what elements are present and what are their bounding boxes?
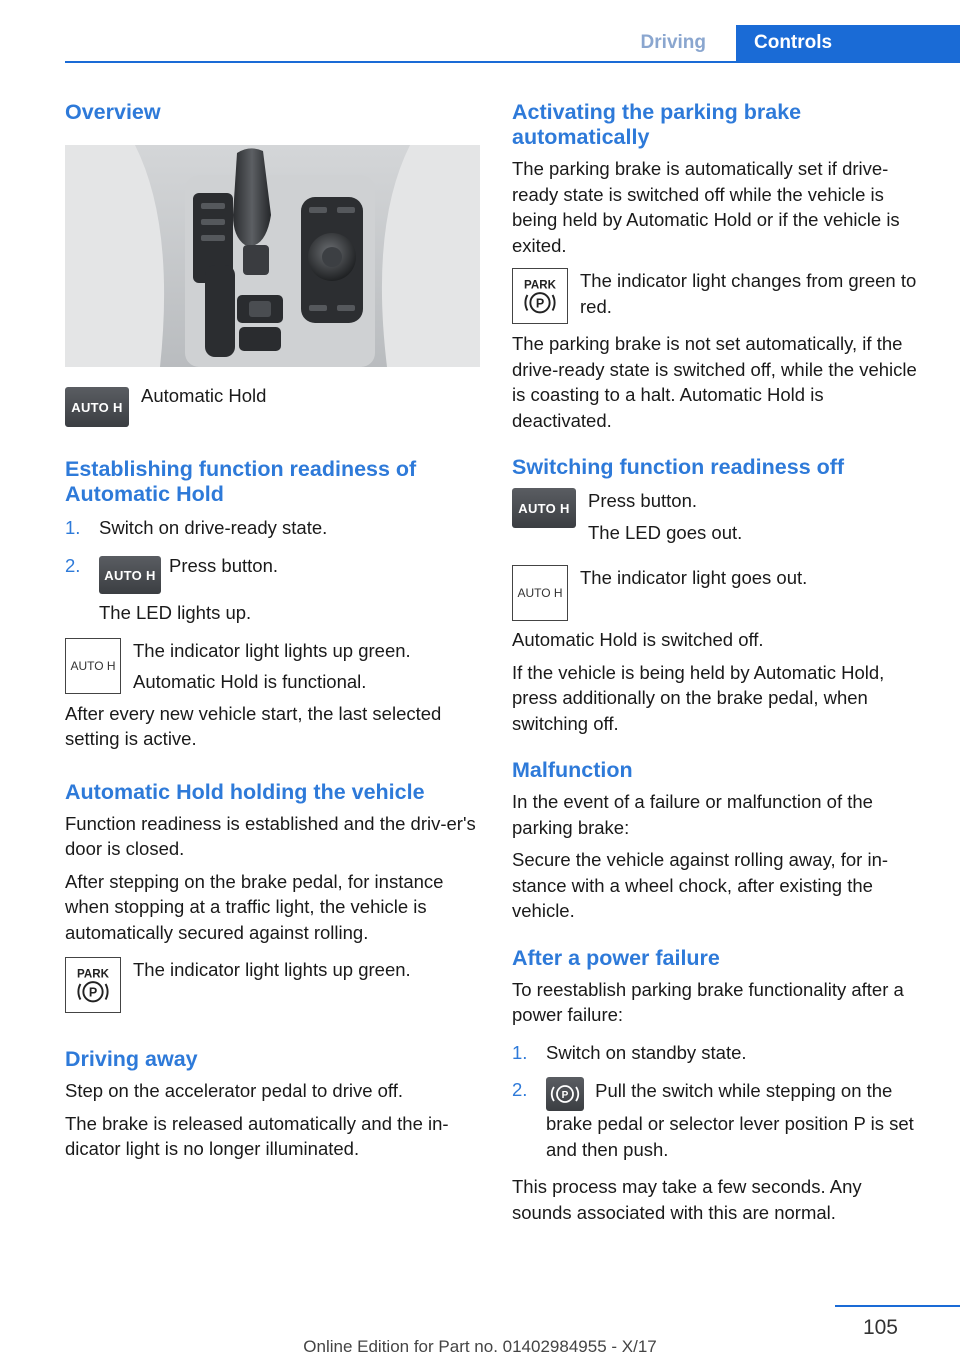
footer-rule bbox=[835, 1305, 960, 1307]
park-red-indicator-block: PARK P The indicator light changes from green to red. bbox=[512, 268, 924, 325]
page-header bbox=[0, 25, 960, 63]
auto-hold-legend bbox=[65, 387, 480, 427]
edition-footer: Online Edition for Part no. 01402984955 - X/17 bbox=[303, 1337, 657, 1356]
switch-off-indicator-block: AUTO H The indicator light goes out. bbox=[512, 565, 924, 621]
page-number: 105 bbox=[862, 1316, 898, 1339]
svg-text:P: P bbox=[88, 985, 98, 1000]
last-setting-note: After every new vehicle start, the last selected setting is active. bbox=[65, 702, 442, 750]
holding-heading: Automatic Hold holding the vehicle bbox=[65, 779, 425, 804]
park-indicator-icon bbox=[65, 957, 121, 1013]
svg-text:PARK: PARK bbox=[77, 968, 109, 981]
list-item: 1. Switch on drive-ready state. bbox=[65, 517, 328, 538]
power-failure-steps bbox=[512, 1040, 924, 1163]
header-rule bbox=[65, 61, 960, 63]
section-tab-controls[interactable]: Controls bbox=[736, 25, 960, 61]
right-column: Activating the parking brake automatically The parking brake is automatically set if drive-ready state is switched off while the vehicle is being held by Automatic Hold or if the vehicle is exited. PARK P The indicator light changes from green to red. The parking brake is not set automatically, if the drive-ready state is switched off, while the vehicle is coasting to a halt. Automatic Hold is deactivated. Switching function readiness off AUTO H Press button. The LED goes out. AUTO H The indicator light goes out. Automatic Hold is switched off. If the vehicle is being held by Automatic Hold, press additionally on the brake pedal, when switching off. Malfunction In the event of a failure or malfunction of the parking brake: Secure the vehicle against rolling away, for in‐stance with a wheel chock, after existing the vehicle. After a power failure To reestablish parking brake functionality after a power failure: 1. Switch on standby state. 2. P Pull the switch while stepping on the brake pedal or selector lever position P is set and then push. This process may take a few seconds. Any sounds associated with this are normal. bbox=[512, 100, 924, 1232]
svg-text:P: P bbox=[535, 296, 545, 311]
auto-h-button-icon: AUTO H bbox=[65, 387, 129, 427]
auto-h-indicator-icon: AUTO H bbox=[65, 638, 121, 694]
center-console-photo bbox=[65, 145, 480, 367]
malfunction-heading: Malfunction bbox=[512, 758, 633, 782]
power-failure-heading: After a power failure bbox=[512, 945, 720, 970]
establishing-heading: Establishing function readiness of Automatic Hold bbox=[65, 457, 417, 506]
list-item: 2. AUTO H Press button. The LED lights up. bbox=[65, 553, 480, 626]
switch-off-press-block: AUTO H Press button. The LED goes out. bbox=[512, 488, 924, 551]
indicator-green-block: AUTO H The indicator light lights up green. Automatic Hold is functional. bbox=[65, 638, 480, 701]
park-indicator-block: PARK P The indicator light lights up green. bbox=[65, 957, 480, 1013]
left-column: Overview AUTO H Automatic Hold Establishing function readiness of Automatic Hold 1. Switch on drive-ready state. 2. AUTO H Press button. The LED lights up. AUTO H The indicator light lights up green. Automatic Hold is functional. After every new vehicle start, the last selected setting is active. Automatic Hold holding the vehicle Function readiness is established and the driv‐er's door is closed. After stepping on the brake pedal, for instance when stopping at a traffic light, the vehicle is automatically secured against rolling. PARK P The indicator light lights up green. Driving away Step on the accelerator pedal to drive off. The brake is released automatically and the in‐dicator light is no longer illuminated. bbox=[65, 100, 480, 1169]
list-item: 1. Switch on standby state. bbox=[512, 1041, 747, 1063]
auto-h-button-icon: AUTO H bbox=[99, 556, 161, 594]
activating-heading: Activating the parking brake automatically bbox=[512, 100, 802, 149]
overview-heading: Overview bbox=[65, 100, 161, 124]
auto-h-button-icon: AUTO H bbox=[512, 488, 576, 528]
driving-away-heading: Driving away bbox=[65, 1047, 198, 1072]
led-note: The LED lights up. bbox=[99, 602, 252, 624]
auto-h-indicator-icon: AUTO H bbox=[512, 565, 568, 621]
parking-brake-switch-icon bbox=[546, 1077, 584, 1111]
list-item: 2. P Pull the switch while stepping on the brake pedal or selector lever position P is set and then push. bbox=[512, 1079, 914, 1160]
svg-text:PARK: PARK bbox=[524, 279, 556, 292]
auto-hold-label: Automatic Hold bbox=[141, 385, 267, 406]
switching-off-heading: Switching function readiness off bbox=[512, 455, 845, 479]
park-indicator-icon bbox=[512, 268, 568, 324]
section-tab-driving[interactable]: Driving bbox=[640, 32, 706, 53]
svg-text:P: P bbox=[561, 1090, 569, 1101]
establishing-steps bbox=[65, 515, 480, 626]
